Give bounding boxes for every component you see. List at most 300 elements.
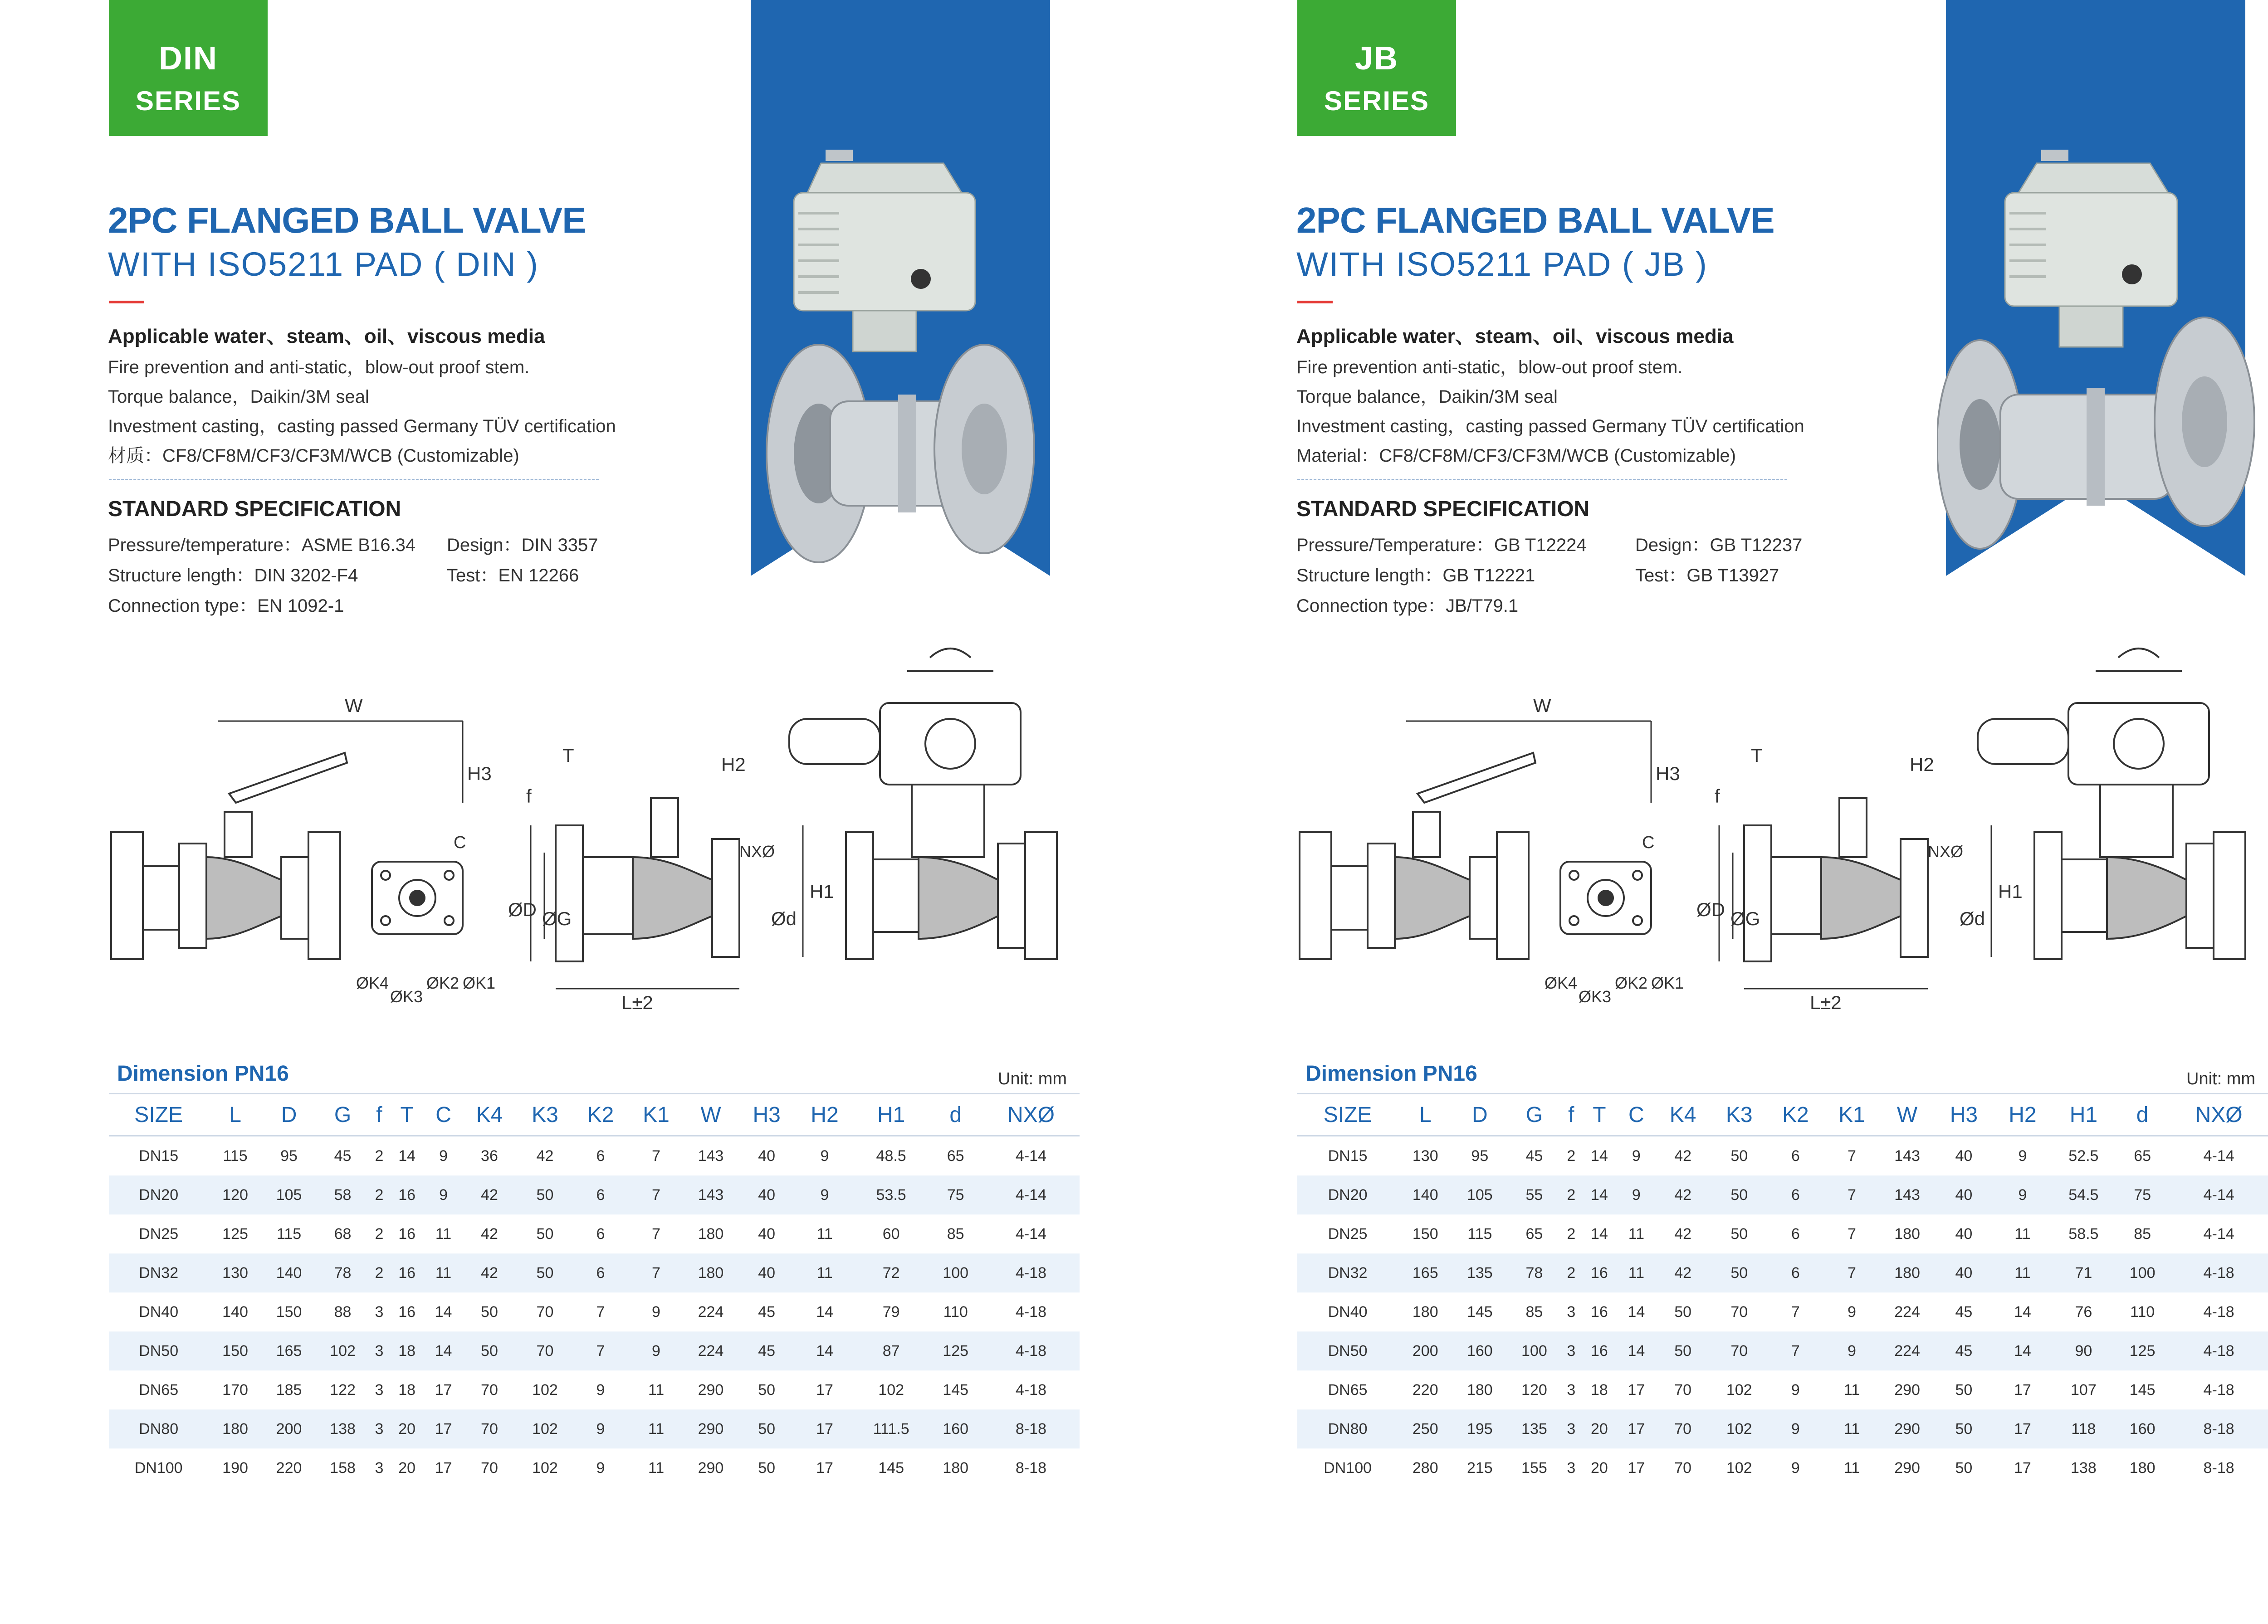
table-cell: 40 xyxy=(758,1147,776,1165)
table-cell: 3 xyxy=(1567,1303,1576,1321)
table-cell: 50 xyxy=(1711,1253,1767,1292)
table-cell: 143 xyxy=(1894,1147,1920,1165)
label-k4: ØK4 xyxy=(1545,974,1578,992)
column-header: H3 xyxy=(738,1094,796,1136)
table-row xyxy=(109,1136,1080,1176)
table-cell: 42 xyxy=(481,1225,498,1243)
table-cell: 70 xyxy=(462,1409,518,1448)
table-cell: 118 xyxy=(2052,1409,2115,1448)
table-cell: 50 xyxy=(517,1175,573,1214)
label-c: C xyxy=(1642,833,1655,852)
table-cell: 71 xyxy=(2052,1253,2115,1292)
iso-pad-view xyxy=(1560,862,1651,934)
table-cell: 70 xyxy=(481,1459,498,1477)
table-cell: 2 xyxy=(1567,1147,1576,1165)
table-cell: 130 xyxy=(208,1253,262,1292)
table-row xyxy=(109,1448,1080,1487)
column-header: W xyxy=(1880,1094,1935,1136)
spec-connection: Connection type：JB/T79.1 xyxy=(1296,596,1519,616)
table-cell: DN20 xyxy=(1297,1175,1398,1214)
label-og: ØG xyxy=(1730,908,1760,929)
table-cell: 180 xyxy=(1880,1253,1935,1292)
table-cell: 40 xyxy=(758,1225,776,1243)
feature-line: Torque balance，Daikin/3M seal xyxy=(1296,387,1558,407)
table-cell: 70 xyxy=(1674,1459,1692,1477)
table-cell: DN15 xyxy=(139,1147,179,1165)
table-cell: 78 xyxy=(316,1253,370,1292)
table-cell: 160 xyxy=(929,1409,982,1448)
table-header-row xyxy=(1297,1094,2268,1136)
label-h1: H1 xyxy=(810,881,834,902)
table-row xyxy=(109,1292,1080,1331)
table-cell: 9 xyxy=(1993,1175,2052,1214)
table-cell: 9 xyxy=(820,1147,829,1165)
table-cell: 55 xyxy=(1507,1175,1561,1214)
table-cell: 17 xyxy=(2014,1459,2031,1477)
table-cell: 125 xyxy=(222,1225,248,1243)
table-cell: 180 xyxy=(1466,1381,1493,1399)
table-cell: 3 xyxy=(1561,1331,1581,1370)
column-header: C xyxy=(425,1094,461,1136)
table-cell: 4-14 xyxy=(2203,1147,2234,1165)
table-cell: 42 xyxy=(1674,1225,1692,1243)
section-divider xyxy=(1297,479,1787,480)
table-cell: 65 xyxy=(2134,1147,2151,1165)
table-cell: 20 xyxy=(398,1459,416,1477)
column-header: K3 xyxy=(1711,1094,1767,1136)
table-cell: 50 xyxy=(1730,1225,1748,1243)
table-cell: 16 xyxy=(1581,1331,1618,1370)
table-cell: 17 xyxy=(1618,1409,1655,1448)
series-badge xyxy=(1297,0,1456,136)
table-cell: 180 xyxy=(684,1253,738,1292)
feature-line: Torque balance，Daikin/3M seal xyxy=(108,387,369,407)
table-cell: 185 xyxy=(276,1381,302,1399)
table-cell: 145 xyxy=(2129,1381,2156,1399)
table-cell: 85 xyxy=(2134,1225,2151,1243)
table-cell: 50 xyxy=(758,1459,776,1477)
table-cell: 16 xyxy=(389,1175,425,1214)
table-cell: 200 xyxy=(262,1409,316,1448)
table-cell: 160 xyxy=(2115,1409,2170,1448)
table-cell: 125 xyxy=(2115,1331,2170,1370)
table-cell: 18 xyxy=(1591,1381,1608,1399)
table-cell: 2 xyxy=(370,1175,389,1214)
table-cell: 50 xyxy=(1955,1381,1973,1399)
label-h3: H3 xyxy=(467,763,492,784)
table-cell: 115 xyxy=(1467,1225,1492,1243)
spec-structure: Structure length：DIN 3202-F4 xyxy=(108,566,358,585)
table-cell: 180 xyxy=(208,1409,262,1448)
table-cell: 7 xyxy=(1848,1225,1856,1243)
table-cell: 102 xyxy=(532,1381,558,1399)
spec-structure: Structure length：GB T12221 xyxy=(1296,566,1535,585)
column-header: D xyxy=(262,1094,316,1136)
table-cell: 2 xyxy=(375,1225,384,1243)
table-cell: 42 xyxy=(462,1175,518,1214)
table-cell: 290 xyxy=(1894,1381,1920,1399)
table-cell: 50 xyxy=(1935,1409,1994,1448)
table-cell: 18 xyxy=(389,1331,425,1370)
table-cell: 150 xyxy=(276,1303,302,1321)
table-row xyxy=(1297,1175,2268,1214)
table-cell: 250 xyxy=(1398,1409,1452,1448)
table-cell: 180 xyxy=(698,1225,724,1243)
table-cell: 16 xyxy=(398,1303,416,1321)
table-cell: 138 xyxy=(2071,1459,2097,1477)
table-cell: DN80 xyxy=(1297,1409,1398,1448)
series-code: DIN xyxy=(159,40,218,77)
table-cell: 224 xyxy=(684,1331,738,1370)
column-header: NXØ xyxy=(982,1094,1080,1136)
table-cell: 70 xyxy=(1711,1331,1767,1370)
label-nxo: NXØ xyxy=(739,842,775,861)
table-cell: 4-14 xyxy=(2203,1225,2234,1243)
table-cell: 290 xyxy=(698,1459,724,1477)
column-header: f xyxy=(1561,1094,1581,1136)
table-row xyxy=(1297,1253,2268,1292)
label-k2: ØK2 xyxy=(1615,974,1648,992)
feature-line: Applicable water、steam、oil、viscous media xyxy=(1296,325,1734,347)
table-cell: 11 xyxy=(648,1381,665,1399)
table-cell: 140 xyxy=(222,1303,248,1321)
table-cell: 4-18 xyxy=(2203,1303,2234,1321)
table-cell: 16 xyxy=(398,1225,416,1243)
table-cell: 4-18 xyxy=(2203,1381,2234,1399)
table-row xyxy=(109,1175,1080,1214)
table-cell: 138 xyxy=(316,1409,370,1448)
table-cell: 150 xyxy=(1412,1225,1438,1243)
dimension-drawing xyxy=(109,644,1107,1016)
table-cell: 42 xyxy=(1674,1147,1692,1165)
spec-pressure: Pressure/temperature：ASME B16.34 xyxy=(108,535,416,555)
table-cell: 17 xyxy=(435,1381,452,1399)
table-cell: 40 xyxy=(1955,1147,1973,1165)
label-k2: ØK2 xyxy=(426,974,459,992)
table-cell: 54.5 xyxy=(2052,1175,2115,1214)
table-cell: 14 xyxy=(425,1331,461,1370)
label-k3: ØK3 xyxy=(390,987,423,1006)
table-cell: 180 xyxy=(943,1459,969,1477)
label-f: f xyxy=(526,785,532,807)
feature-line: Investment casting，casting passed Germany TÜV certification xyxy=(108,416,616,436)
table-row xyxy=(109,1370,1080,1409)
table-cell: 224 xyxy=(1880,1331,1935,1370)
table-cell: 14 xyxy=(1591,1225,1608,1243)
actuator-view xyxy=(1978,649,2245,959)
table-cell: 224 xyxy=(1894,1303,1920,1321)
spec-heading: STANDARD SPECIFICATION xyxy=(1296,497,1590,521)
table-cell: 85 xyxy=(947,1225,964,1243)
table-cell: 9 xyxy=(1848,1303,1856,1321)
table-cell: 76 xyxy=(2075,1303,2092,1321)
table-cell: 9 xyxy=(796,1175,854,1214)
table-cell: 107 xyxy=(2071,1381,2097,1399)
table-cell: 4-14 xyxy=(1015,1147,1046,1165)
table-cell: 2 xyxy=(375,1147,384,1165)
spec-design: Design：GB T12237 xyxy=(1635,535,1803,555)
table-cell: 8-18 xyxy=(2170,1409,2268,1448)
table-cell: DN40 xyxy=(139,1303,179,1321)
feature-line: Material：CF8/CF8M/CF3/CF3M/WCB (Customizable) xyxy=(1296,446,1736,466)
column-header: K1 xyxy=(1823,1094,1880,1136)
table-cell: 3 xyxy=(1561,1409,1581,1448)
table-cell: 4-18 xyxy=(982,1331,1080,1370)
label-od: ØD xyxy=(1696,899,1725,920)
table-cell: 122 xyxy=(330,1381,356,1399)
label-h3: H3 xyxy=(1656,763,1680,784)
table-cell: 50 xyxy=(1955,1459,1973,1477)
table-row xyxy=(1297,1214,2268,1253)
table-cell: 195 xyxy=(1452,1409,1507,1448)
column-header: W xyxy=(684,1094,738,1136)
label-t: T xyxy=(562,745,574,766)
table-cell: 130 xyxy=(1412,1147,1438,1165)
table-cell: 50 xyxy=(517,1253,573,1292)
table-cell: 4-14 xyxy=(982,1175,1080,1214)
table-cell: 17 xyxy=(1628,1381,1645,1399)
table-cell: 4-14 xyxy=(2170,1175,2268,1214)
label-c: C xyxy=(454,833,466,852)
table-cell: 6 xyxy=(1767,1175,1823,1214)
table-cell: 11 xyxy=(1843,1459,1860,1477)
table-cell: 65 xyxy=(1525,1225,1543,1243)
table-cell: 11 xyxy=(435,1225,452,1243)
spec-test: Test：EN 12266 xyxy=(447,566,579,585)
table-cell: 220 xyxy=(276,1459,302,1477)
label-l: L±2 xyxy=(1810,992,1842,1013)
table-cell: 120 xyxy=(1521,1381,1547,1399)
table-cell: 58.5 xyxy=(2068,1225,2099,1243)
table-row xyxy=(109,1253,1080,1292)
table-cell: 70 xyxy=(1674,1381,1692,1399)
table-cell: 88 xyxy=(334,1303,352,1321)
table-cell: 7 xyxy=(573,1331,629,1370)
table-cell: 3 xyxy=(1567,1381,1576,1399)
table-cell: 14 xyxy=(796,1331,854,1370)
table-cell: DN15 xyxy=(1328,1147,1368,1165)
lever-valve-view xyxy=(1300,721,1651,959)
table-cell: 3 xyxy=(370,1409,389,1448)
dimension-table-title: Dimension PN16 xyxy=(117,1062,289,1086)
table-row xyxy=(1297,1370,2268,1409)
table-cell: 75 xyxy=(929,1175,982,1214)
table-cell: 100 xyxy=(929,1253,982,1292)
table-cell: 8-18 xyxy=(982,1409,1080,1448)
column-header: D xyxy=(1452,1094,1507,1136)
table-cell: 65 xyxy=(947,1147,964,1165)
label-h1: H1 xyxy=(1998,881,2023,902)
table-cell: 4-14 xyxy=(1015,1225,1046,1243)
table-cell: DN100 xyxy=(1324,1459,1372,1477)
label-od: ØD xyxy=(508,899,537,920)
table-cell: 17 xyxy=(816,1381,833,1399)
table-cell: 11 xyxy=(816,1225,833,1243)
product-subtitle: WITH ISO5211 PAD ( DIN ) xyxy=(108,245,539,283)
table-cell: 11 xyxy=(648,1459,665,1477)
table-cell: 42 xyxy=(536,1147,554,1165)
series-word: SERIES xyxy=(1324,86,1430,116)
table-cell: 6 xyxy=(596,1225,605,1243)
table-cell: 17 xyxy=(1993,1409,2052,1448)
table-cell: 87 xyxy=(854,1331,929,1370)
table-cell: 9 xyxy=(439,1147,448,1165)
table-cell: 7 xyxy=(1823,1253,1880,1292)
table-cell: 102 xyxy=(532,1459,558,1477)
table-cell: DN32 xyxy=(1297,1253,1398,1292)
table-cell: 40 xyxy=(1935,1253,1994,1292)
table-cell: 102 xyxy=(1711,1409,1767,1448)
table-cell: 6 xyxy=(573,1253,629,1292)
column-header: K2 xyxy=(573,1094,629,1136)
table-cell: 70 xyxy=(481,1381,498,1399)
column-header: T xyxy=(389,1094,425,1136)
column-header: H1 xyxy=(2052,1094,2115,1136)
series-badge xyxy=(109,0,268,136)
column-header: H2 xyxy=(796,1094,854,1136)
table-cell: 58 xyxy=(316,1175,370,1214)
table-cell: 20 xyxy=(1581,1409,1618,1448)
table-cell: 135 xyxy=(1507,1409,1561,1448)
table-cell: DN100 xyxy=(134,1459,183,1477)
table-cell: 4-18 xyxy=(1015,1381,1046,1399)
table-cell: 145 xyxy=(943,1381,969,1399)
table-cell: 42 xyxy=(1655,1253,1711,1292)
table-cell: 102 xyxy=(517,1409,573,1448)
table-cell: DN50 xyxy=(109,1331,208,1370)
table-cell: 16 xyxy=(389,1253,425,1292)
table-cell: 78 xyxy=(1507,1253,1561,1292)
table-cell: 3 xyxy=(1567,1459,1576,1477)
table-cell: 50 xyxy=(758,1381,776,1399)
table-cell: 14 xyxy=(1591,1147,1608,1165)
unit-label: Unit: mm xyxy=(998,1069,1067,1088)
table-cell: 290 xyxy=(698,1381,724,1399)
table-cell: DN40 xyxy=(1328,1303,1368,1321)
table-cell: 7 xyxy=(628,1175,684,1214)
feature-line: Fire prevention and anti-static，blow-out proof stem. xyxy=(108,357,530,377)
table-cell: 140 xyxy=(262,1253,316,1292)
table-cell: 215 xyxy=(1466,1459,1493,1477)
table-cell: 17 xyxy=(425,1409,461,1448)
column-header: K1 xyxy=(628,1094,684,1136)
table-cell: 50 xyxy=(536,1225,554,1243)
column-header: d xyxy=(2115,1094,2170,1136)
table-row xyxy=(109,1331,1080,1370)
table-cell: 9 xyxy=(1767,1409,1823,1448)
feature-line: Applicable water、steam、oil、viscous media xyxy=(108,325,545,347)
table-cell: 2 xyxy=(1567,1225,1576,1243)
column-header: K4 xyxy=(1655,1094,1711,1136)
table-row xyxy=(1297,1409,2268,1448)
label-og: ØG xyxy=(542,908,572,929)
column-header: d xyxy=(929,1094,982,1136)
table-cell: 170 xyxy=(222,1381,248,1399)
table-cell: 3 xyxy=(375,1381,384,1399)
table-cell: 143 xyxy=(1880,1175,1935,1214)
table-row xyxy=(1297,1331,2268,1370)
table-cell: 165 xyxy=(262,1331,316,1370)
spec-pressure: Pressure/Temperature：GB T12224 xyxy=(1296,535,1587,555)
table-cell: 9 xyxy=(596,1381,605,1399)
table-cell: 79 xyxy=(882,1303,900,1321)
table-cell: 16 xyxy=(1591,1303,1608,1321)
table-cell: 11 xyxy=(1628,1225,1644,1243)
spec-heading: STANDARD SPECIFICATION xyxy=(108,497,401,521)
table-cell: 9 xyxy=(1791,1459,1800,1477)
table-cell: 115 xyxy=(276,1225,302,1243)
table-cell: 110 xyxy=(2130,1303,2155,1321)
column-header: H3 xyxy=(1935,1094,1994,1136)
column-header: L xyxy=(1398,1094,1452,1136)
label-h2: H2 xyxy=(721,754,746,775)
column-header: NXØ xyxy=(2170,1094,2268,1136)
table-cell: 115 xyxy=(223,1147,248,1165)
table-cell: 11 xyxy=(628,1409,684,1448)
series-code: JB xyxy=(1354,40,1399,77)
table-cell: 110 xyxy=(943,1303,968,1321)
table-cell: 50 xyxy=(462,1331,518,1370)
table-cell: 42 xyxy=(462,1253,518,1292)
table-cell: 9 xyxy=(425,1175,461,1214)
table-cell: 150 xyxy=(208,1331,262,1370)
table-cell: 102 xyxy=(878,1381,904,1399)
label-t: T xyxy=(1751,745,1763,766)
label-k1: ØK1 xyxy=(463,974,496,992)
table-cell: 53.5 xyxy=(854,1175,929,1214)
label-k4: ØK4 xyxy=(356,974,389,992)
unit-label: Unit: mm xyxy=(2186,1069,2255,1088)
product-subtitle: WITH ISO5211 PAD ( JB ) xyxy=(1296,245,1708,283)
table-cell: 45 xyxy=(758,1303,776,1321)
table-cell: 280 xyxy=(1412,1459,1438,1477)
table-cell: 102 xyxy=(1726,1459,1752,1477)
table-cell: 165 xyxy=(1398,1253,1452,1292)
table-cell: 18 xyxy=(398,1381,416,1399)
table-cell: 20 xyxy=(1591,1459,1608,1477)
table-cell: 224 xyxy=(698,1303,724,1321)
table-cell: 45 xyxy=(738,1331,796,1370)
table-cell: 9 xyxy=(596,1459,605,1477)
table-cell: 50 xyxy=(1711,1175,1767,1214)
table-cell: 14 xyxy=(435,1303,452,1321)
table-cell: 70 xyxy=(536,1303,554,1321)
table-cell: 14 xyxy=(1993,1331,2052,1370)
table-cell: 70 xyxy=(517,1331,573,1370)
table-cell: 50 xyxy=(1655,1331,1711,1370)
table-cell: 7 xyxy=(596,1303,605,1321)
column-header: K2 xyxy=(1767,1094,1823,1136)
table-cell: 145 xyxy=(1466,1303,1493,1321)
table-cell: 95 xyxy=(1471,1147,1489,1165)
label-f: f xyxy=(1715,785,1720,807)
label-d: Ød xyxy=(1960,908,1985,929)
table-cell: 140 xyxy=(1398,1175,1452,1214)
table-cell: 180 xyxy=(1894,1225,1920,1243)
table-row xyxy=(109,1409,1080,1448)
table-cell: 8-18 xyxy=(2203,1459,2234,1477)
label-nxo: NXØ xyxy=(1928,842,1964,861)
table-cell: 6 xyxy=(1791,1147,1800,1165)
table-cell: 3 xyxy=(375,1459,384,1477)
table-cell: 9 xyxy=(1791,1381,1800,1399)
dimension-drawing xyxy=(1297,644,2268,1016)
table-cell: 9 xyxy=(573,1409,629,1448)
table-cell: 4-18 xyxy=(1015,1303,1046,1321)
table-cell: 102 xyxy=(316,1331,370,1370)
table-header-row xyxy=(109,1094,1080,1136)
table-cell: 3 xyxy=(370,1331,389,1370)
